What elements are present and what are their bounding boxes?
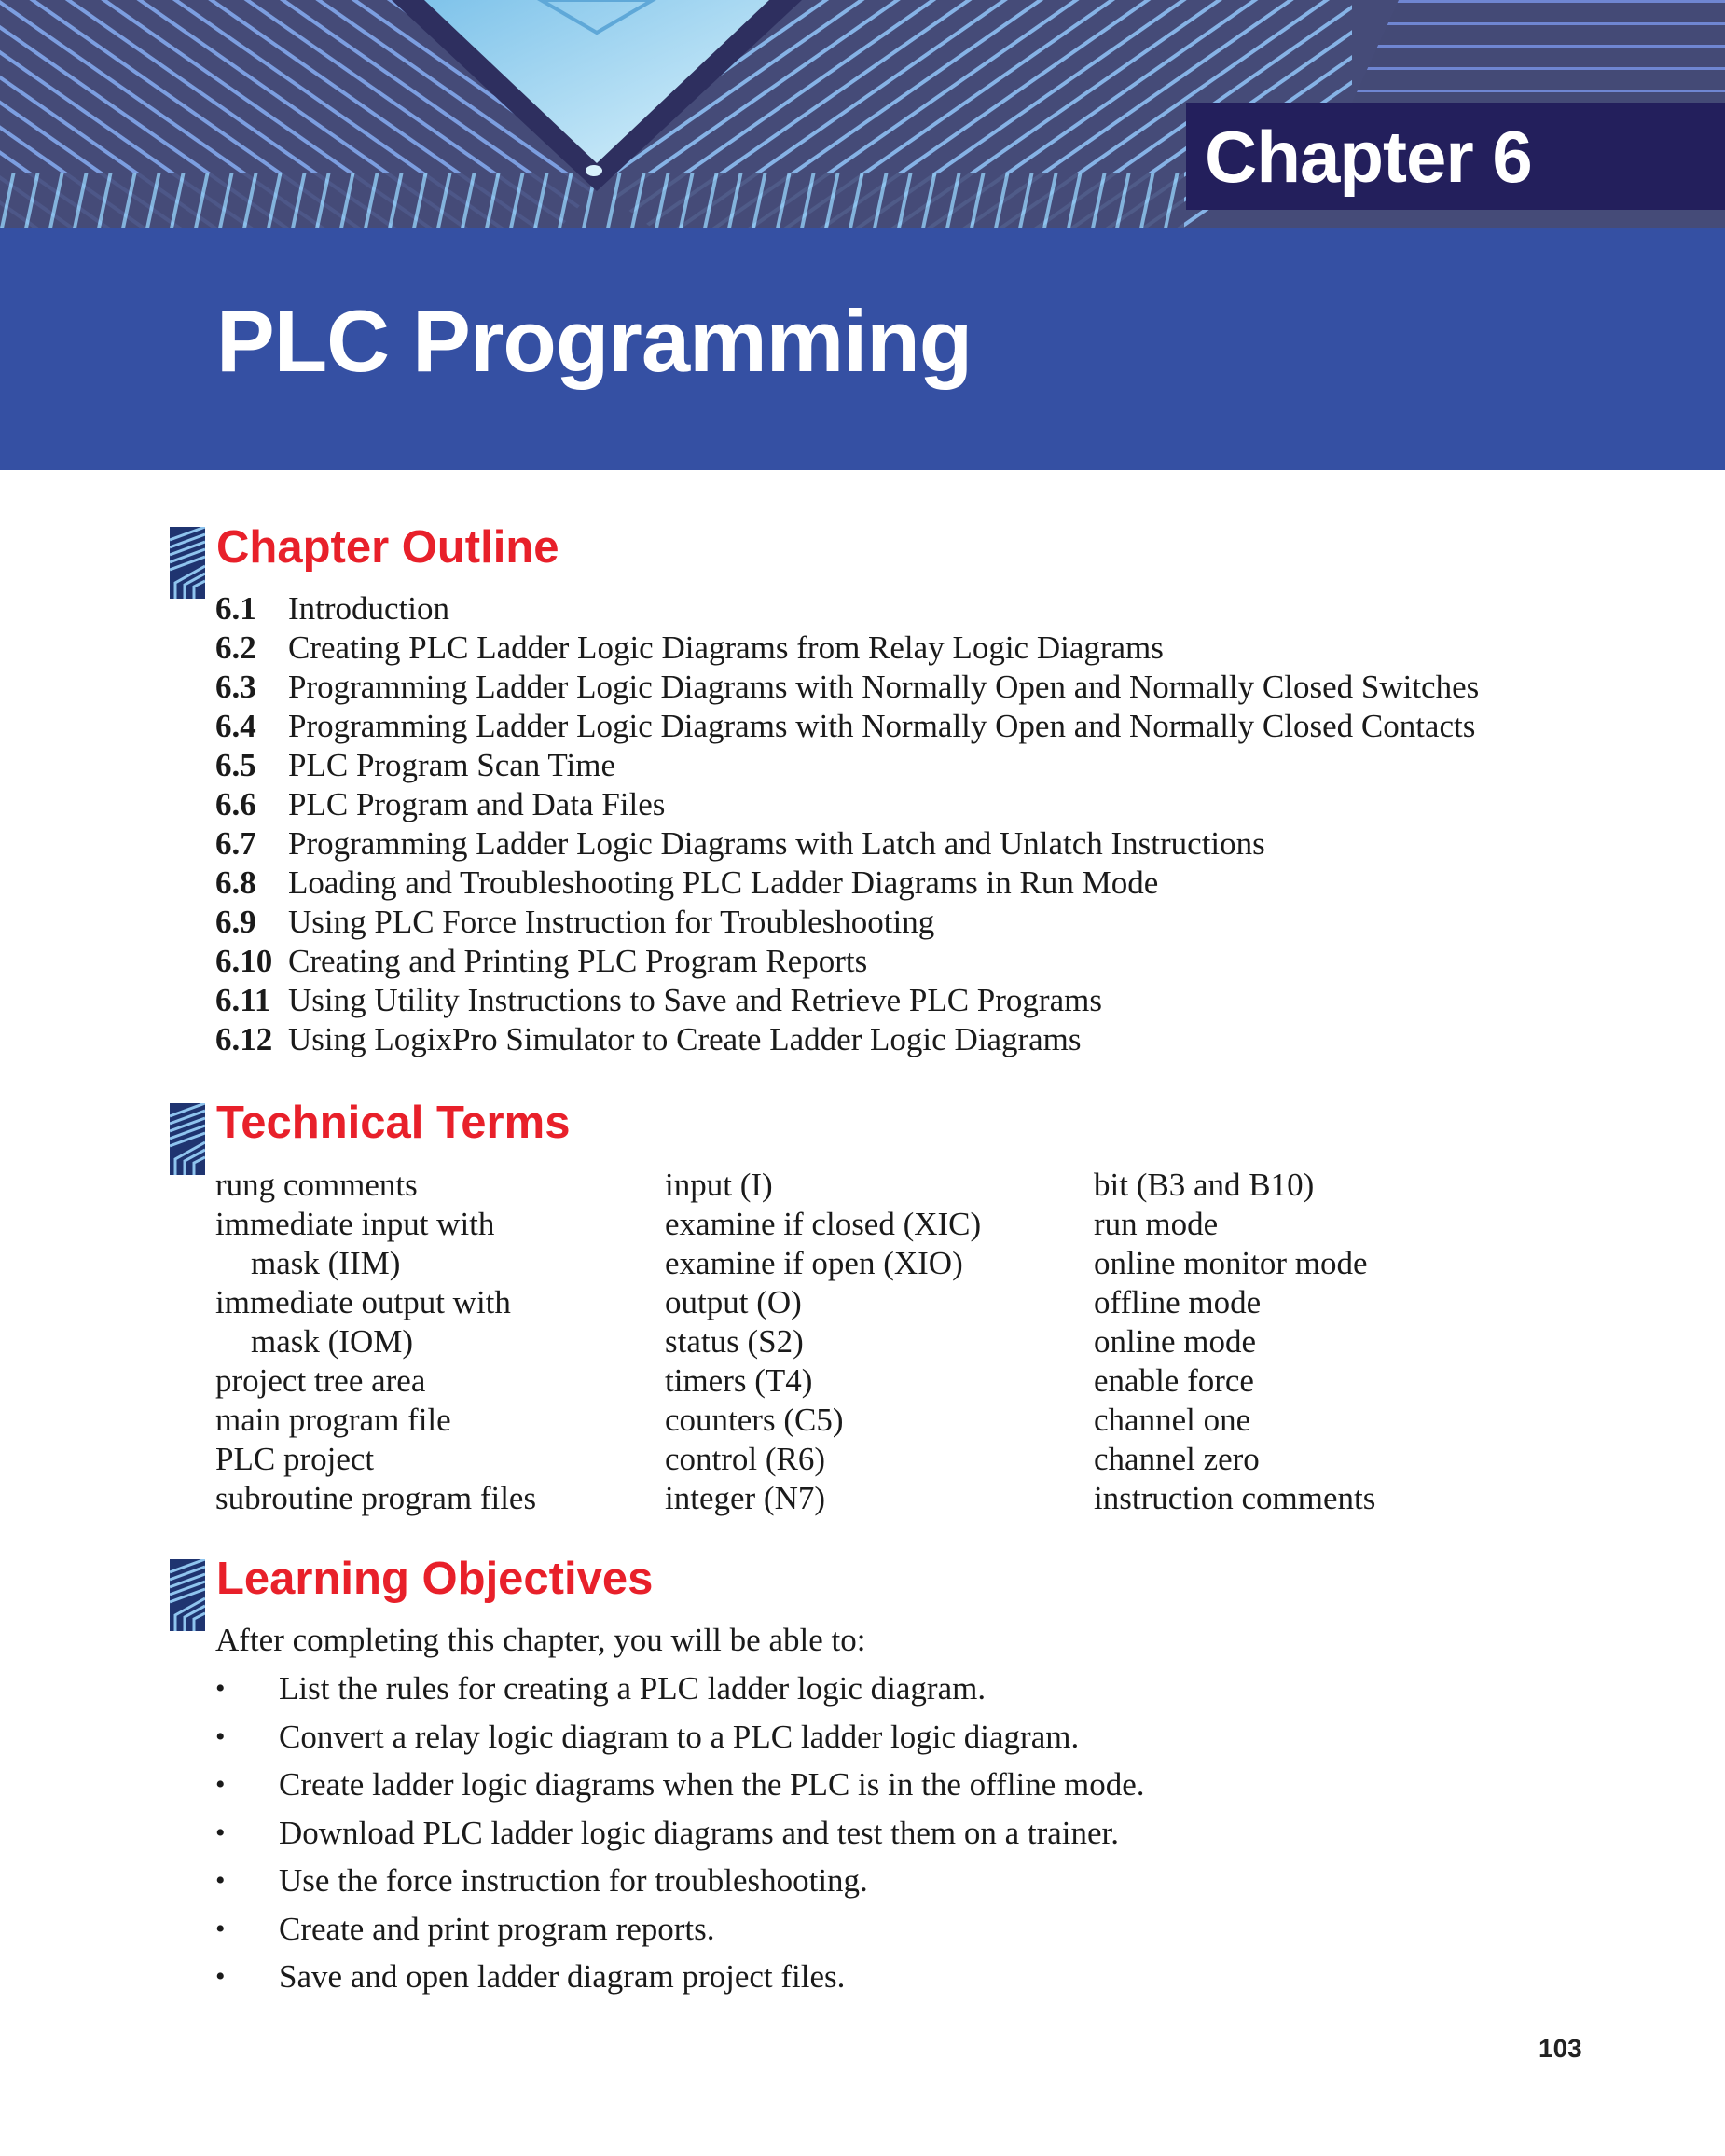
terms-column-3 — [1094, 1166, 1375, 1518]
term-item: bit (B3 and B10) — [1094, 1167, 1315, 1203]
outline-text: Using PLC Force Instruction for Troubleshooting — [288, 904, 935, 940]
term-item: online mode — [1094, 1323, 1256, 1360]
objective-item — [215, 1861, 1145, 1910]
outline-item — [215, 707, 1479, 746]
chapter-outline-heading: Chapter Outline — [216, 522, 559, 573]
term-item: integer (N7) — [665, 1480, 826, 1516]
outline-text: Using Utility Instructions to Save and Retrieve PLC Programs — [288, 982, 1102, 1018]
term-item: status (S2) — [665, 1323, 804, 1360]
term-item: output (O) — [665, 1284, 802, 1320]
chapter-outline-list — [215, 589, 1479, 1059]
term-item: subroutine program files — [215, 1480, 537, 1516]
outline-text: Creating PLC Ladder Logic Diagrams from Relay Logic Diagrams — [288, 629, 1164, 666]
outline-number: 6.2 — [215, 629, 256, 666]
outline-number: 6.5 — [215, 747, 256, 783]
outline-text: Loading and Troubleshooting PLC Ladder Diagrams in Run Mode — [288, 864, 1159, 901]
objective-item — [215, 1718, 1145, 1766]
outline-item — [215, 589, 1479, 629]
bullet-icon: • — [215, 1865, 226, 1896]
outline-text: Programming Ladder Logic Diagrams with Latch and Unlatch Instructions — [288, 825, 1265, 862]
outline-item — [215, 785, 1479, 824]
objective-item — [215, 1765, 1145, 1814]
bullet-icon: • — [215, 1961, 226, 1992]
outline-number: 6.11 — [215, 982, 271, 1018]
objective-text: Use the force instruction for troubleshooting. — [279, 1862, 868, 1899]
outline-item — [215, 824, 1479, 864]
term-item: mask (IOM) — [251, 1323, 413, 1360]
term-item: counters (C5) — [665, 1402, 844, 1438]
bullet-icon: • — [215, 1721, 226, 1752]
objectives-list — [215, 1669, 1145, 2006]
term-item: rung comments — [215, 1167, 418, 1203]
term-item: channel zero — [1094, 1441, 1260, 1477]
outline-item — [215, 981, 1479, 1020]
objective-item — [215, 1814, 1145, 1862]
term-item: instruction comments — [1094, 1480, 1376, 1516]
objective-item — [215, 1910, 1145, 1958]
terms-column-2 — [665, 1166, 981, 1518]
chapter-title-band — [0, 228, 1725, 470]
term-item: online monitor mode — [1094, 1245, 1368, 1281]
term-item: main program file — [215, 1402, 451, 1438]
objective-text: Download PLC ladder logic diagrams and test them on a trainer. — [279, 1814, 1120, 1851]
bullet-icon: • — [215, 1913, 226, 1944]
outline-item — [215, 746, 1479, 785]
term-item: channel one — [1094, 1402, 1251, 1438]
objectives-intro: After completing this chapter, you will be able to: — [215, 1622, 866, 1658]
outline-text: Using LogixPro Simulator to Create Ladder Logic Diagrams — [288, 1021, 1082, 1057]
terms-column-1 — [215, 1166, 536, 1518]
term-item: mask (IIM) — [251, 1245, 401, 1281]
outline-text: PLC Program and Data Files — [288, 786, 666, 822]
objective-text: Save and open ladder diagram project files. — [279, 1958, 846, 1995]
outline-text: Programming Ladder Logic Diagrams with Normally Open and Normally Closed Switches — [288, 669, 1480, 705]
outline-item — [215, 1020, 1479, 1059]
outline-number: 6.3 — [215, 669, 256, 705]
term-item: enable force — [1094, 1362, 1254, 1399]
outline-number: 6.12 — [215, 1021, 273, 1057]
term-item: control (R6) — [665, 1441, 826, 1477]
technical-terms-heading: Technical Terms — [216, 1098, 571, 1148]
term-item: immediate output with — [215, 1284, 511, 1320]
bullet-icon: • — [215, 1769, 226, 1800]
term-item: input (I) — [665, 1167, 773, 1203]
term-item: timers (T4) — [665, 1362, 813, 1399]
objective-item — [215, 1957, 1145, 2006]
term-item: PLC project — [215, 1441, 375, 1477]
outline-item — [215, 903, 1479, 942]
chapter-number-box — [1186, 103, 1725, 210]
outline-number: 6.1 — [215, 590, 256, 627]
chapter-title: PLC Programming — [216, 292, 973, 390]
outline-text: Programming Ladder Logic Diagrams with Normally Open and Normally Closed Contacts — [288, 708, 1476, 744]
term-item: immediate input with — [215, 1206, 495, 1242]
term-item: offline mode — [1094, 1284, 1262, 1320]
section-circuit-icon — [170, 527, 205, 599]
outline-item — [215, 942, 1479, 981]
page-number: 103 — [1539, 2034, 1582, 2063]
outline-item — [215, 629, 1479, 668]
section-circuit-icon — [170, 1559, 205, 1631]
outline-number: 6.7 — [215, 825, 256, 862]
term-item: examine if open (XIO) — [665, 1245, 963, 1281]
outline-number: 6.9 — [215, 904, 256, 940]
objective-text: List the rules for creating a PLC ladder logic diagram. — [279, 1670, 987, 1707]
bullet-icon: • — [215, 1673, 226, 1704]
outline-text: Introduction — [288, 590, 450, 627]
term-item: examine if closed (XIC) — [665, 1206, 982, 1242]
bullet-icon: • — [215, 1817, 226, 1848]
outline-item — [215, 864, 1479, 903]
term-item: project tree area — [215, 1362, 426, 1399]
objective-text: Create ladder logic diagrams when the PLC is in the offline mode. — [279, 1766, 1145, 1803]
section-circuit-icon — [170, 1103, 205, 1175]
outline-number: 6.6 — [215, 786, 256, 822]
outline-number: 6.10 — [215, 943, 273, 979]
term-item: run mode — [1094, 1206, 1219, 1242]
outline-item — [215, 668, 1479, 707]
outline-number: 6.8 — [215, 864, 256, 901]
outline-text: PLC Program Scan Time — [288, 747, 616, 783]
objective-text: Convert a relay logic diagram to a PLC ladder logic diagram. — [279, 1718, 1080, 1755]
objective-item — [215, 1669, 1145, 1718]
outline-text: Creating and Printing PLC Program Reports — [288, 943, 868, 979]
objective-text: Create and print program reports. — [279, 1910, 715, 1947]
chapter-number-label: Chapter 6 — [1205, 116, 1532, 198]
outline-number: 6.4 — [215, 708, 256, 744]
learning-objectives-heading: Learning Objectives — [216, 1554, 654, 1604]
